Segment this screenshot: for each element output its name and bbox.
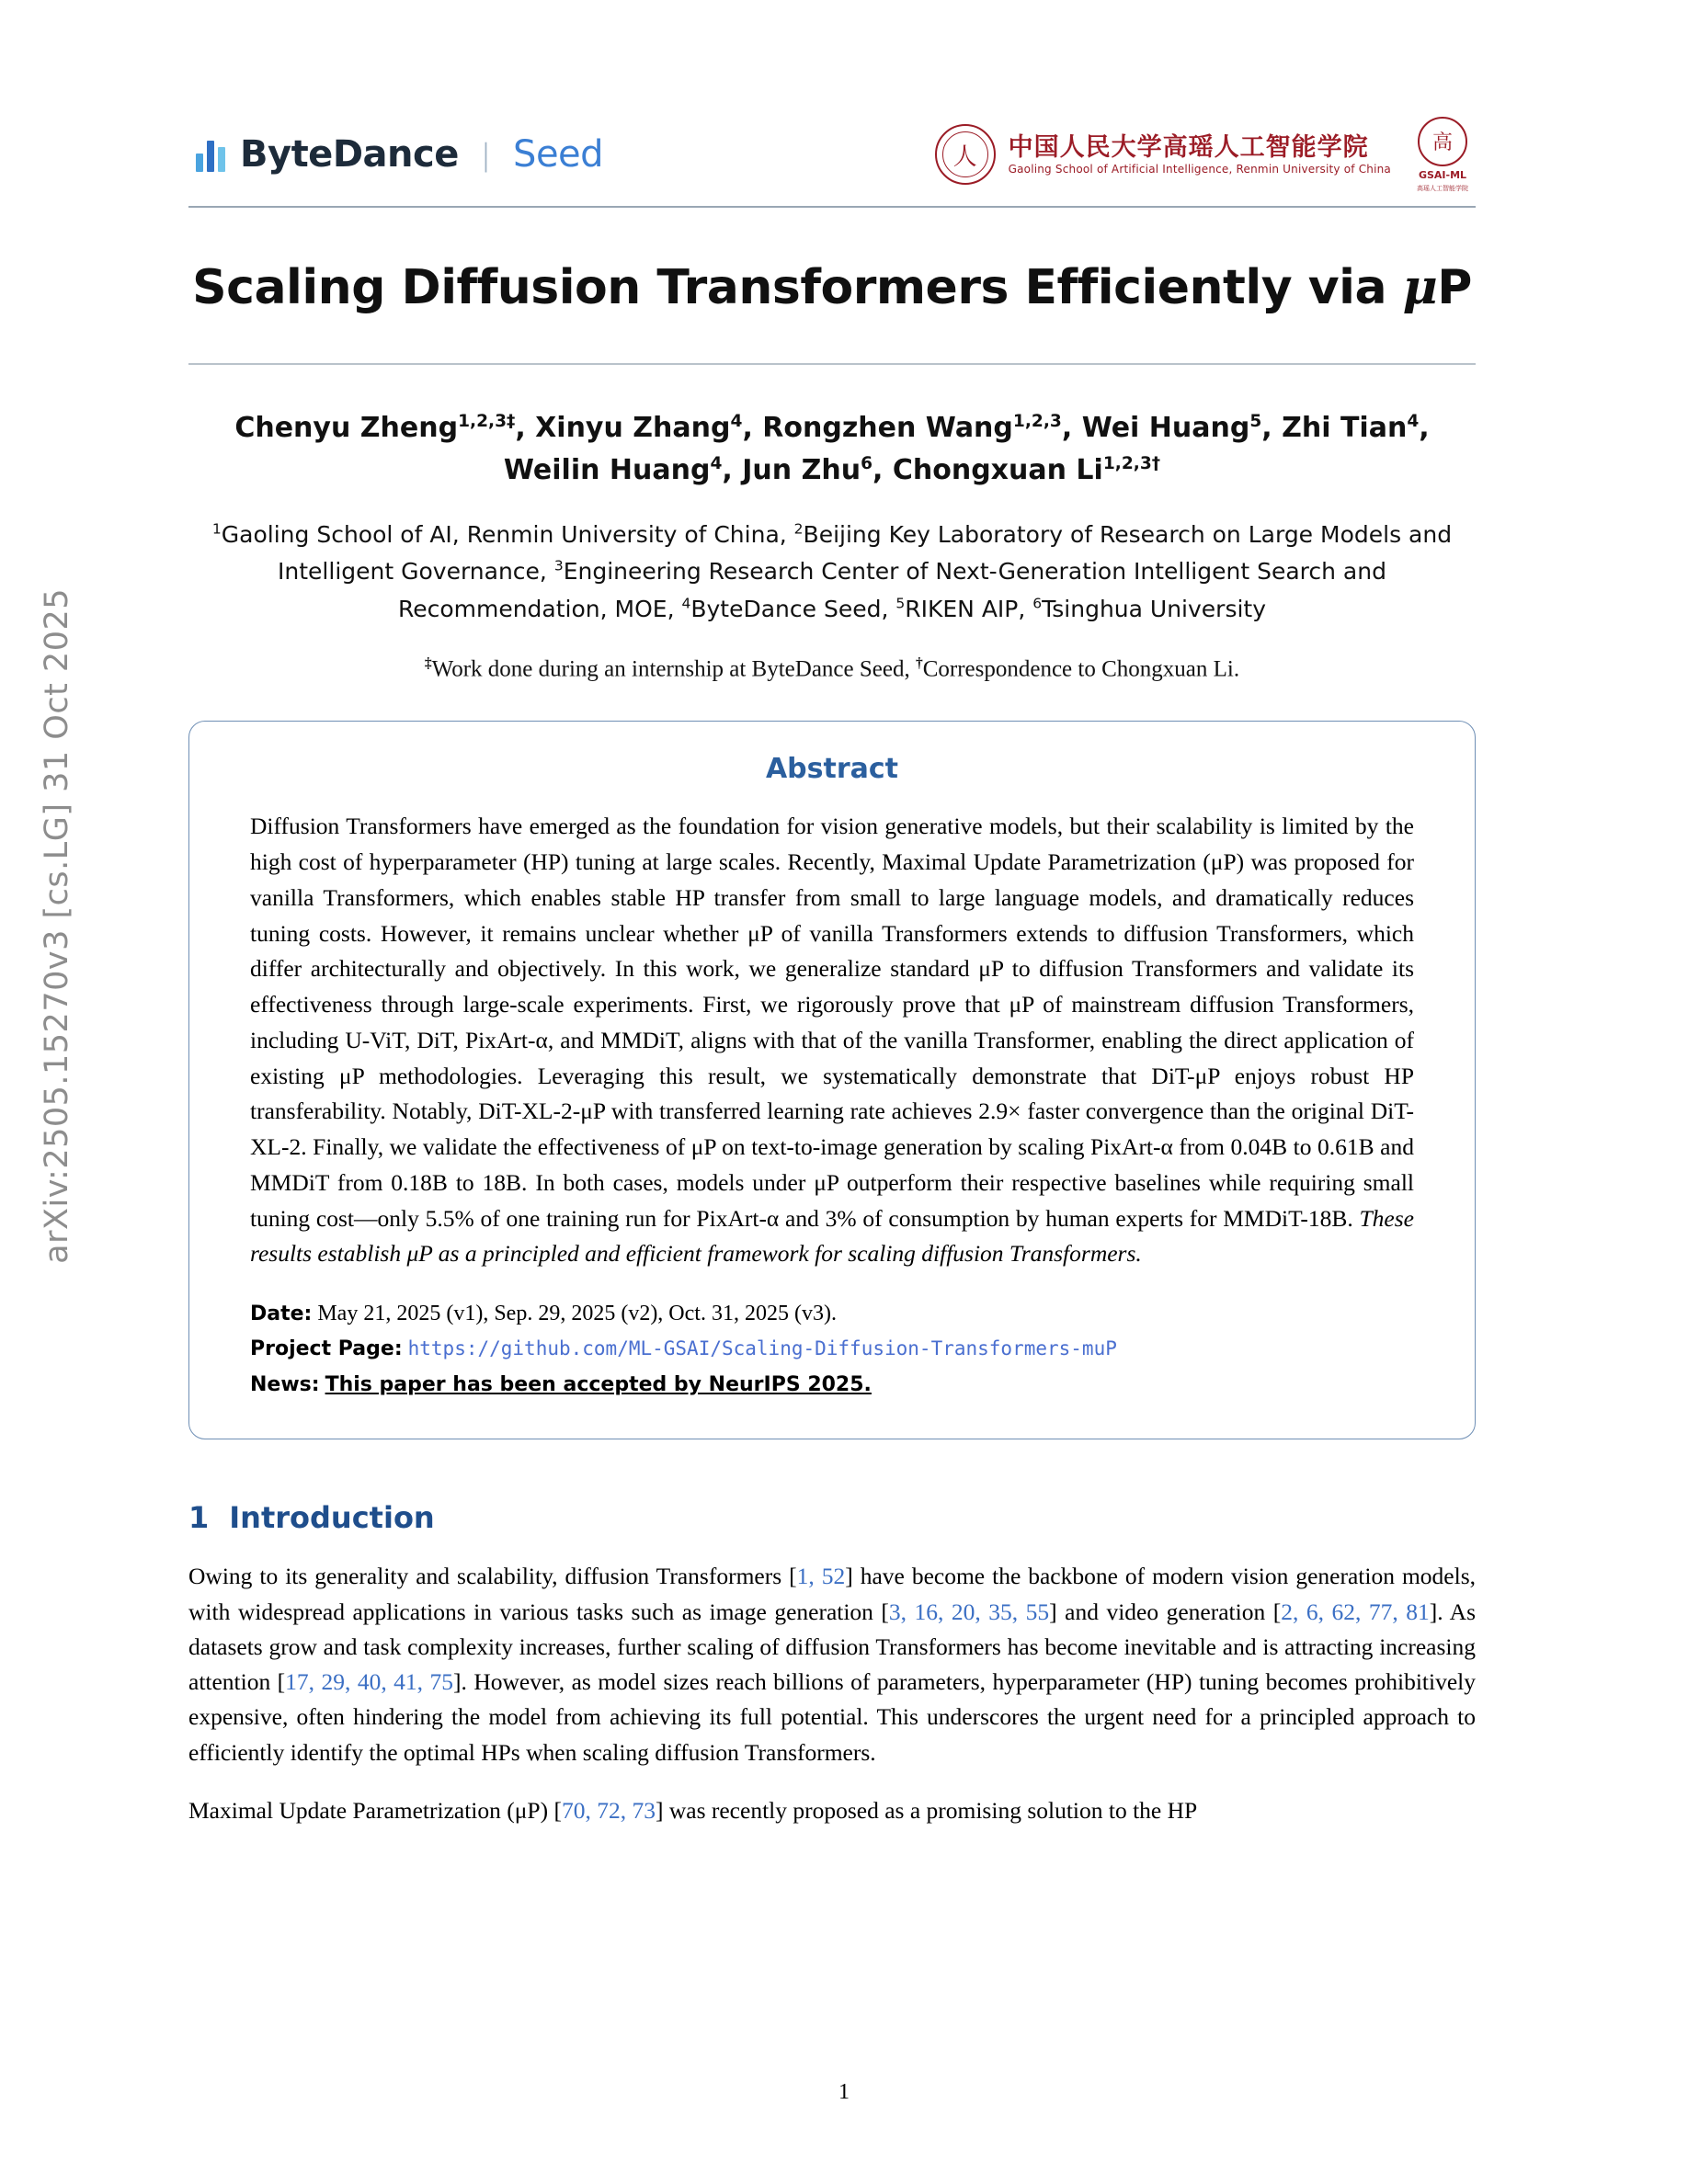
abstract-text-italic: These results establish μP as a principled and efficient framework for scaling diffusion Transformers. (250, 1204, 1414, 1268)
note-marker-correspondence: † (915, 655, 923, 671)
gsai-ml-logo (1417, 117, 1468, 193)
header-divider (188, 206, 1476, 208)
news-value: This paper has been accepted by NeurIPS 2025. (325, 1372, 872, 1396)
affil-index: 3 (553, 557, 564, 574)
abstract-heading: Abstract (765, 753, 899, 786)
author-affil-ref: 5 (1249, 411, 1262, 431)
title-mu-symbol: μ (1402, 259, 1438, 315)
author-name: Wei Huang (1081, 411, 1250, 444)
date-row (250, 1296, 1414, 1331)
affil-index: 5 (895, 595, 906, 612)
citation-ref[interactable]: 3, 16, 20, 35, 55 (888, 1598, 1050, 1625)
affil-index: 2 (793, 520, 804, 538)
affil-index: 4 (681, 595, 691, 612)
author-name: Zhi Tian (1282, 411, 1408, 444)
bytedance-seed-logo (196, 133, 603, 176)
para-text: ] have become the backbone of modern vision generation models, with widespread applications in various tasks such as image generation [ (188, 1563, 1476, 1625)
author-line-1: Chenyu Zheng$^{1,2,3\ddagger}$, Xinyu Zhang$^4$, Rongzhen Wang$^{1,2,3}$, Wei Huang$^5$, Zhi Tian$^4$, (234, 411, 1430, 444)
arxiv-stamp: arXiv:2505.15270v3 [cs.LG] 31 Oct 2025 (39, 588, 75, 1264)
paper-page (188, 110, 1476, 1846)
affil-text: ByteDance Seed, (690, 595, 896, 622)
project-page-label: Project Page: (250, 1337, 403, 1361)
citation-ref[interactable]: 2, 6, 62, 77, 81 (1281, 1598, 1430, 1625)
bytedance-bars-icon (196, 137, 225, 172)
author-name: Chongxuan Li (892, 454, 1103, 486)
author-affil-ref: 1,2,3† (1102, 454, 1161, 473)
date-value: May 21, 2025 (v1), Sep. 29, 2025 (v2), Oct. 31, 2025 (v3). (317, 1302, 837, 1326)
gsai-seal-icon: 高 (1418, 117, 1467, 166)
author-name: Weilin Huang (503, 454, 711, 486)
affil-index: 1 (211, 520, 222, 538)
author-list (188, 407, 1476, 493)
gsai-name: GSAI-ML (1418, 168, 1467, 181)
abstract-body (250, 809, 1414, 1272)
author-affil-ref: 1,2,3‡ (458, 411, 516, 431)
citation-ref[interactable]: 70, 72, 73 (561, 1797, 656, 1825)
section-heading-introduction (188, 1500, 1476, 1535)
affil-text: Tsinghua University (1042, 595, 1267, 622)
affil-text: Beijing Key Laboratory of Research on Large Models and Intelligent Governance, (278, 520, 1453, 585)
affil-text: RIKEN AIP, (905, 595, 1033, 622)
logo-separator: | (482, 136, 490, 173)
page-title (188, 259, 1476, 315)
title-text-after: P (1437, 260, 1472, 315)
affil-text: Gaoling School of AI, Renmin University of China, (221, 520, 794, 548)
intro-paragraph-1 (188, 1559, 1476, 1770)
affiliation-list (188, 517, 1476, 629)
bytedance-wordmark: ByteDance (240, 133, 459, 176)
citation-ref[interactable]: 1, 52 (796, 1563, 846, 1590)
seed-wordmark: Seed (513, 133, 604, 176)
para-text: ] was recently proposed as a promising solution to the HP (655, 1797, 1198, 1825)
section-number: 1 (188, 1500, 210, 1536)
news-row (250, 1367, 1414, 1402)
note-work-text: Work done during an internship at ByteDance Seed, (431, 656, 916, 682)
ruc-logo (935, 124, 1391, 185)
page-number: 1 (838, 2080, 850, 2104)
title-divider (188, 363, 1476, 365)
project-page-row (250, 1331, 1414, 1366)
note-correspondence-text: Correspondence to Chongxuan Li. (922, 656, 1240, 682)
ruc-name-cn: 中国人民大学高瑶人工智能学院 (1008, 132, 1369, 162)
intro-paragraph-2 (188, 1793, 1476, 1828)
para-text: ]. However, as model sizes reach billions of parameters, hyperparameter (HP) tuning becomes prohibitively expensive, often hindering the model from achieving its full potential. This underscores the urgent need for a principled approach to efficiently identify the optimal HPs when scaling diffusion Transformers. (188, 1668, 1476, 1766)
section-title: Introduction (229, 1500, 435, 1536)
affil-text: Engineering Research Center of Next-Generation Intelligent Search and Recommendation, MOE, (397, 558, 1386, 622)
author-affil-ref: 4 (730, 411, 743, 431)
para-text: Owing to its generality and scalability, diffusion Transformers [ (188, 1563, 797, 1590)
abstract-text: Diffusion Transformers have emerged as the foundation for vision generative models, but their scalability is limited by the high cost of hyperparameter (HP) tuning at large scales. Recently, Maximal Update Parametrization (μP) was proposed for vanilla Transformers, which enables stable HP transfer from small to large language models, and dramatically reduces tuning costs. However, it remains unclear whether μP of vanilla Transformers extends to diffusion Transformers, which differ architecturally and objectively. In this work, we generalize standard μP to diffusion Transformers and validate its effectiveness through large-scale experiments. First, we rigorously prove that μP of mainstream diffusion Transformers, including U-ViT, DiT, PixArt-α, and MMDiT, aligns with that of the vanilla Transformer, enabling the direct application of existing μP methodologies. Leveraging this result, we systematically demonstrate that DiT-μP enjoys robust HP transferability. Notably, DiT-XL-2-μP with transferred learning rate achieves 2.9× faster convergence than the original DiT-XL-2. Finally, we validate the effectiveness of μP on text-to-image generation by scaling PixArt-α from 0.04B to 0.61B and MMDiT from 0.18B to 18B. In both cases, models under μP outperform their respective baselines while requiring small tuning cost—only 5.5% of one training run for PixArt-α and 3% of consumption by human experts for MMDiT-18B. (250, 813, 1414, 1232)
author-name: Chenyu Zheng (234, 411, 459, 444)
para-text: Maximal Update Parametrization (μP) [ (188, 1797, 562, 1825)
author-line-2: Weilin Huang$^4$, Jun Zhu$^6$, Chongxuan $Li^{1,2,3\dagger}$ (503, 454, 1161, 486)
project-page-link[interactable]: https://github.com/ML-GSAI/Scaling-Diffusion-Transformers-muP (407, 1337, 1117, 1360)
ruc-text (1009, 132, 1391, 177)
university-logos (935, 117, 1468, 193)
ruc-seal-icon: 人 (935, 124, 996, 185)
abstract-box (188, 721, 1476, 1439)
author-affil-ref: 6 (861, 454, 873, 473)
publisher-logo-row (188, 110, 1476, 199)
para-text: ]. As datasets grow and task complexity increases, further scaling of diffusion Transformers has become inevitable and is attracting increasing attention [ (188, 1598, 1476, 1695)
author-affil-ref: 1,2,3 (1012, 411, 1062, 431)
author-name: Rongzhen Wang (762, 411, 1013, 444)
para-text: ] and video generation [ (1049, 1598, 1282, 1625)
citation-ref[interactable]: 17, 29, 40, 41, 75 (285, 1668, 453, 1695)
title-text-before: Scaling Diffusion Transformers Efficiently via (192, 260, 1403, 315)
affil-index: 6 (1032, 595, 1043, 612)
author-name: Xinyu Zhang (535, 411, 731, 444)
news-label: News: (250, 1372, 320, 1396)
date-label: Date: (250, 1302, 313, 1326)
author-name: Jun Zhu (742, 454, 861, 486)
author-notes (188, 655, 1476, 682)
note-marker-work: ‡ (424, 655, 432, 671)
ruc-name-en: Gaoling School of Artificial Intelligence, Renmin University of China (1008, 163, 1391, 176)
author-affil-ref: 4 (710, 454, 723, 473)
author-affil-ref: 4 (1407, 411, 1420, 431)
gsai-subtitle: 高瑶人工智能学院 (1417, 184, 1468, 192)
abstract-metadata (250, 1296, 1414, 1402)
